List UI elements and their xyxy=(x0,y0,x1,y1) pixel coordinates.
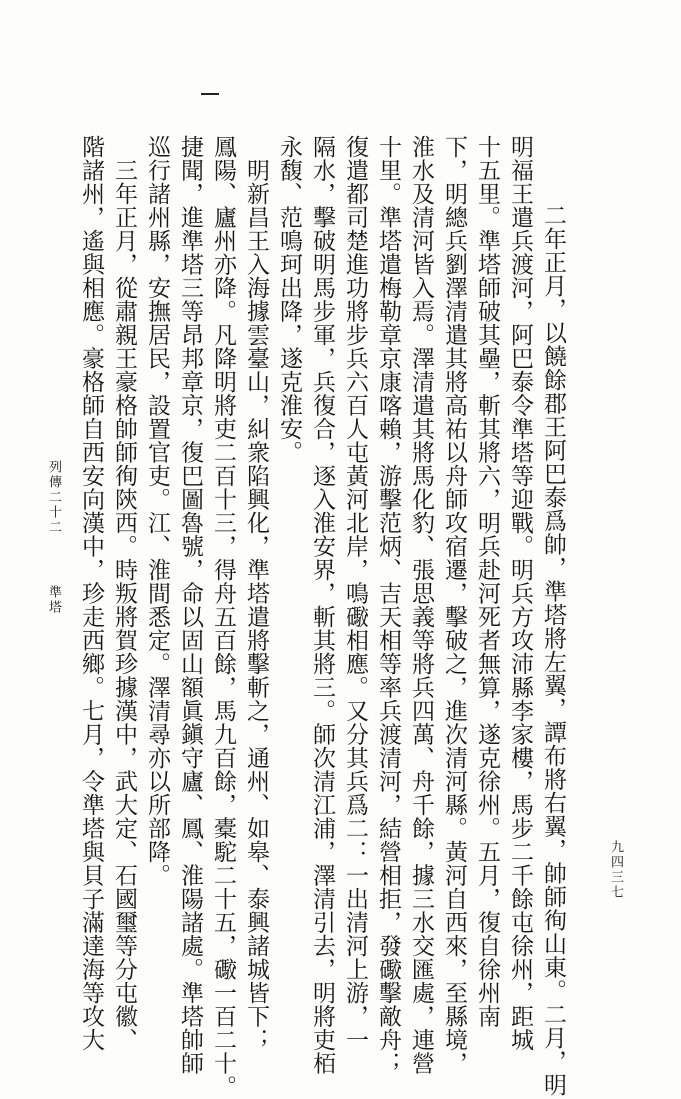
text-column: 十里。準塔遣梅勒章京康喀賴，游擊范炳、吉天相等率兵渡清河，結營相拒，發礮擊敵舟； xyxy=(375,135,401,1075)
text-column: 復遣都司楚進功將步兵六百人屯黃河北岸，鳴礮相應。又分其兵爲二：一出清河上游，一 xyxy=(342,135,368,1052)
text-column: 階諸州，遙與相應。豪格師自西安向漢中，珍走西鄉。七月，令準塔與貝子滿達海等攻大 xyxy=(78,135,104,1052)
page-number: 九四三七 xyxy=(608,840,623,900)
text-column: 淮水及清河皆入焉。澤清遣其將馬化豹、張思義等將兵四萬、舟千餘，據三水交匯處，連營 xyxy=(408,135,434,1075)
text-column: 明新昌王入海據雲臺山，糾衆陷興化，準塔遣將擊斬之，通州、如皋、泰興諸城皆下； xyxy=(243,135,269,1052)
text-column: 永馥、范鳴珂出降，遂克淮安。 xyxy=(276,135,302,464)
running-name: 準塔 xyxy=(46,585,61,615)
text-column: 隔水，擊破明馬步軍，兵復合，逐入淮安界，斬其將三。師次清江浦，澤清引去，明將吏栢 xyxy=(309,135,335,1075)
section-mark xyxy=(201,93,219,95)
text-column: 捷聞，進準塔三等昂邦章京，復巴圖魯號，命以固山額眞鎭守廬、鳳、淮陽諸處。準塔帥師 xyxy=(177,135,203,1075)
text-column: 十五里。準塔師破其壘，斬其將六，明兵赴河死者無算，遂克徐州。五月，復自徐州南 xyxy=(474,135,500,1028)
text-column: 三年正月，從肅親王豪格帥師徇陝西。時叛將賀珍據漢中，武大定、石國璽等分屯徽、 xyxy=(111,135,137,1052)
text-column: 二年正月，以饒餘郡王阿巴泰爲帥，準塔將左翼，譚布將右翼，帥師徇山東。二月，明 xyxy=(540,180,566,1097)
running-title: 列傳二十二 xyxy=(46,460,61,535)
text-column: 巡行諸州縣，安撫居民，設置官吏。江、淮間悉定。澤清尋亦以所部降。 xyxy=(144,135,170,887)
text-column: 鳳陽、廬州亦降。凡降明將吏二百十三，得舟五百餘，馬九百餘，橐駝二十五，礮一百二十。 xyxy=(210,135,236,1099)
text-column: 明福王遣兵渡河，阿巴泰令準塔等迎戰。明兵方攻沛縣李家樓，馬步二千餘屯徐州，距城 xyxy=(507,135,533,1052)
text-column: 下，明總兵劉澤清遣其將高祐以舟師攻宿遷，擊破之，進次清河縣。黃河自西來，至縣境， xyxy=(441,135,467,1075)
